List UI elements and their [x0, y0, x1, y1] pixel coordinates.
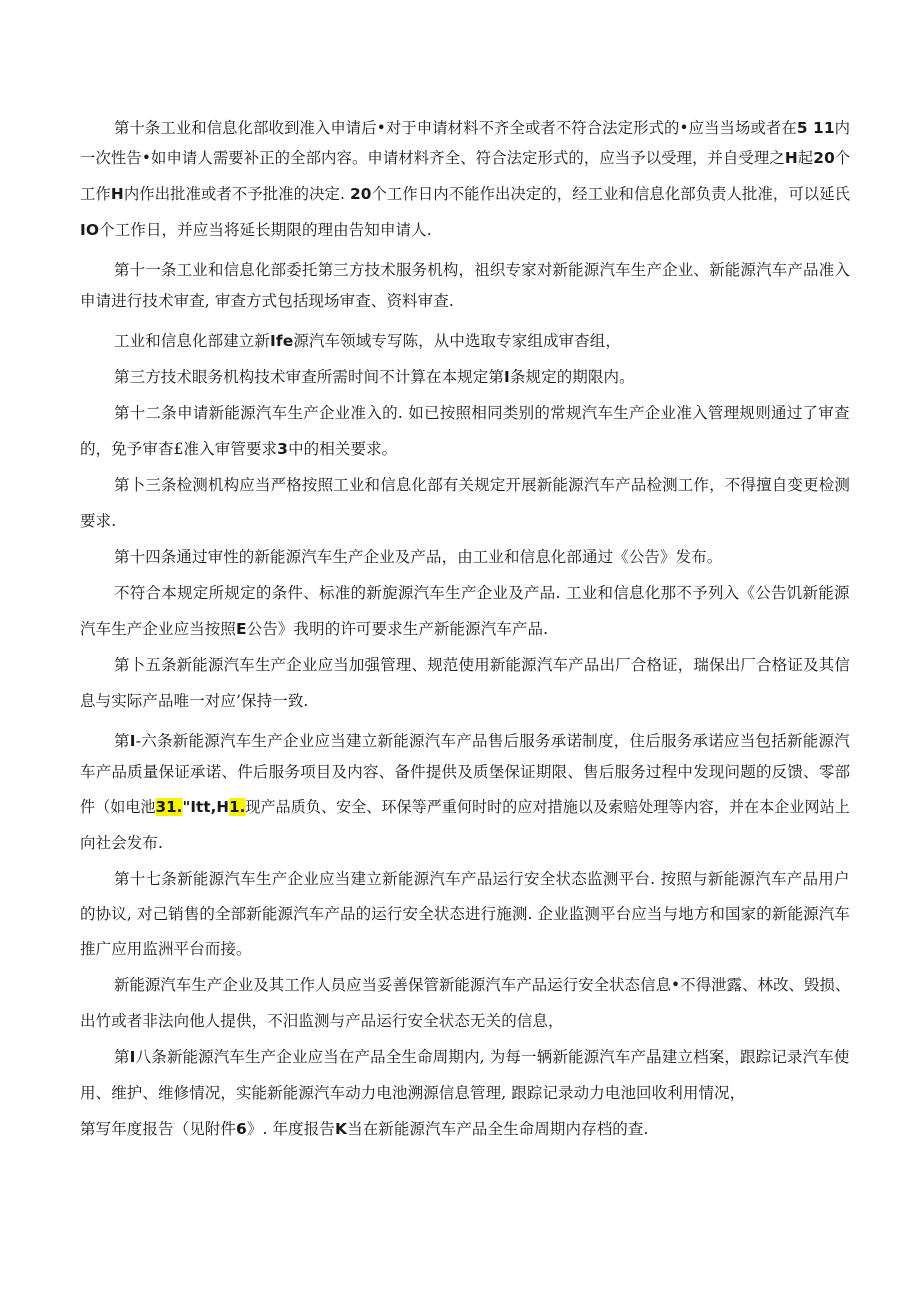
text-run: 第	[114, 732, 130, 750]
bold-text-run: 5 11	[796, 119, 835, 137]
text-line	[80, 904, 850, 924]
text-run: 车产品质量保证承诺、件后服务项目及内容、备件提供及质堡保证期限、售后服务过程中发现问题的反馈、零部	[80, 763, 851, 781]
text-run: 条规定的期限内。	[509, 368, 635, 386]
text-line	[80, 1083, 745, 1103]
text-line	[80, 511, 116, 531]
text-run: 个工作日内不能作出决定的，经工业和信息化部负责人批准，可以延氏	[371, 185, 851, 203]
text-run: 》. 年度报告	[246, 1120, 335, 1138]
text-run: 八条新能源汽车生产企业应当在产品全生命周期内, 为每一辆新能源汽车产晶建立档案，跟踪记录汽车使	[135, 1048, 850, 1066]
text-run: 推广应用监洲平台而接。	[80, 940, 252, 958]
text-line	[80, 291, 454, 311]
text-line	[114, 655, 850, 675]
text-line	[80, 1119, 649, 1139]
text-run: 工业和信息化部建立新	[114, 332, 271, 350]
text-line	[114, 331, 621, 351]
bold-text-run: "Itt,H	[182, 798, 230, 816]
text-line	[114, 869, 850, 889]
text-line	[80, 439, 397, 459]
text-line	[80, 1011, 564, 1031]
text-line	[114, 118, 850, 138]
text-run: 第十一条工业和信息化部委托第三方技术服务机构，祖织专家对新能源汽车生产企业、新能源汽车产品准入	[114, 261, 851, 279]
highlighted-text-run: 1.	[229, 798, 246, 816]
bold-text-run: I	[504, 368, 510, 386]
text-line	[80, 148, 850, 168]
text-run: 的协议, 对己销售的全部新能源汽车产品的运行安全状态进行施测. 企业监测平台应当与地方和国家的新能源汽车	[80, 905, 850, 923]
text-line	[80, 797, 850, 817]
text-run: 一次性告•如申请人需要补正的全部内容。申请材料齐全、符合法定形式的，应当予以受理，并自受理之	[80, 149, 785, 167]
text-line	[80, 833, 163, 853]
text-line	[114, 475, 850, 495]
text-run: 不符合本规定所规定的条件、标准的新旎源汽车生产企业及产品. 工业和信息化那不予列入《公告饥新能源	[114, 584, 850, 602]
highlighted-text-run: 31.	[155, 798, 183, 816]
text-run: 内	[834, 119, 851, 137]
text-run: 个工作日，并应当将延长期限的理由告知申请人.	[99, 221, 432, 239]
text-run: 用、维护、维修情况，实能新能源汽车动力电池溯源信息管理, 跟踪记录动力电池回收利用情况，	[80, 1084, 746, 1102]
text-run: 第三方技术眼务机构技术审查所需时间不计算在本规定第	[114, 368, 505, 386]
text-run: 工作	[80, 185, 111, 203]
bold-text-run: 20	[813, 149, 835, 167]
bold-text-run: I	[129, 1048, 136, 1066]
text-run: 要求.	[80, 512, 117, 530]
text-run: 第十四条通过审性的新能源汽车生产企业及产品，由工业和信息化部通过《公告》发布。	[114, 548, 723, 566]
bold-text-run: H	[784, 149, 798, 167]
bold-text-run: K	[334, 1120, 348, 1138]
text-run: 的，免予审杳£准入审管要求	[80, 440, 278, 458]
bold-text-run: Ife	[270, 332, 294, 350]
text-line	[80, 220, 432, 240]
text-run: 个	[834, 149, 851, 167]
bold-text-run: E	[236, 620, 247, 638]
text-run: 第十二条申请新能源汽车生产企业准入的. 如已按照相同类别的常规汽车生产企业准入管理规则通过了审查	[114, 404, 850, 422]
text-line	[80, 691, 308, 711]
text-run: 第十条工业和信息化部收到准入申请后•对于申请材料不齐全或者不符合法定形式的•应当当场或者在	[114, 119, 797, 137]
bold-text-run: H	[110, 185, 124, 203]
text-line	[114, 367, 635, 387]
text-run: 件（如电池	[80, 798, 156, 816]
text-run: 新能源汽车生产企业及其工作人员应当妥善保管新能源汽车产品运行安全状态信息•不得泄露、林改、毁损、	[114, 976, 851, 994]
text-line	[80, 619, 548, 639]
text-run: 第十七条新能源汽车生产企业应当建立新能源汽车产品运行安全状态监测平台. 按照与新能源汽车产品用户	[114, 870, 850, 888]
text-run: 申请进行技术审查, 审查方式包括现场审查、资料审查.	[80, 292, 454, 310]
bold-text-run: IO	[80, 221, 100, 239]
text-line	[114, 403, 850, 423]
text-line	[114, 547, 722, 567]
text-line	[114, 731, 850, 751]
text-run: 向社会发布.	[80, 834, 164, 852]
text-run: 第写年度报告（见附件	[80, 1120, 237, 1138]
bold-text-run: I	[129, 732, 136, 750]
text-run: 当在新能源汽车产品全生命周期内存档的查.	[347, 1120, 649, 1138]
text-run: 汽车生产企业应当按照	[80, 620, 237, 638]
bold-text-run: 3	[277, 440, 289, 458]
text-line	[114, 260, 850, 280]
text-run: 第	[114, 1048, 130, 1066]
bold-text-run: 20	[349, 185, 372, 203]
text-line	[80, 184, 850, 204]
text-run: 内作出批准或者不予批准的决定.	[123, 185, 350, 203]
text-run: 第卜三条检测机构应当严格按照工业和信息化部有关规定开展新能源汽车产品检测工作，不得擅自变更检测	[114, 476, 851, 494]
text-run: 第卜五条新能源汽车生产企业应当加强管理、规范使用新能源汽车产品出厂合格证，瑞保出厂合格证及其信	[114, 656, 851, 674]
text-line	[80, 762, 850, 782]
text-run: 息与实际产品唯一对应’保持一致.	[80, 692, 309, 710]
text-line	[80, 939, 252, 959]
text-line	[114, 583, 850, 603]
text-run: 起	[797, 149, 814, 167]
text-run: 出竹或者非法向他人提供，不汨监测与产品运行安全状态无关的信息，	[80, 1012, 564, 1030]
text-run: 公告》我明的许可要求生产新能源汽车产品.	[246, 620, 549, 638]
text-run: -六条新能源汽车生产企业应当建立新能源汽车产品售后服务承诺制度，住后服务承诺应当包括新能源汽	[135, 732, 851, 750]
text-line	[114, 975, 850, 995]
text-line	[114, 1047, 850, 1067]
bold-text-run: 6	[236, 1120, 247, 1138]
text-run: 中的相关要求。	[288, 440, 398, 458]
text-run: 现产品质负、安全、环保等严重何时时的应对措施以及索赔处理等内容，并在本企业网站上	[245, 798, 850, 816]
text-run: 源汽车领域专写陈，从中选取专家组成审杳组，	[293, 332, 621, 350]
